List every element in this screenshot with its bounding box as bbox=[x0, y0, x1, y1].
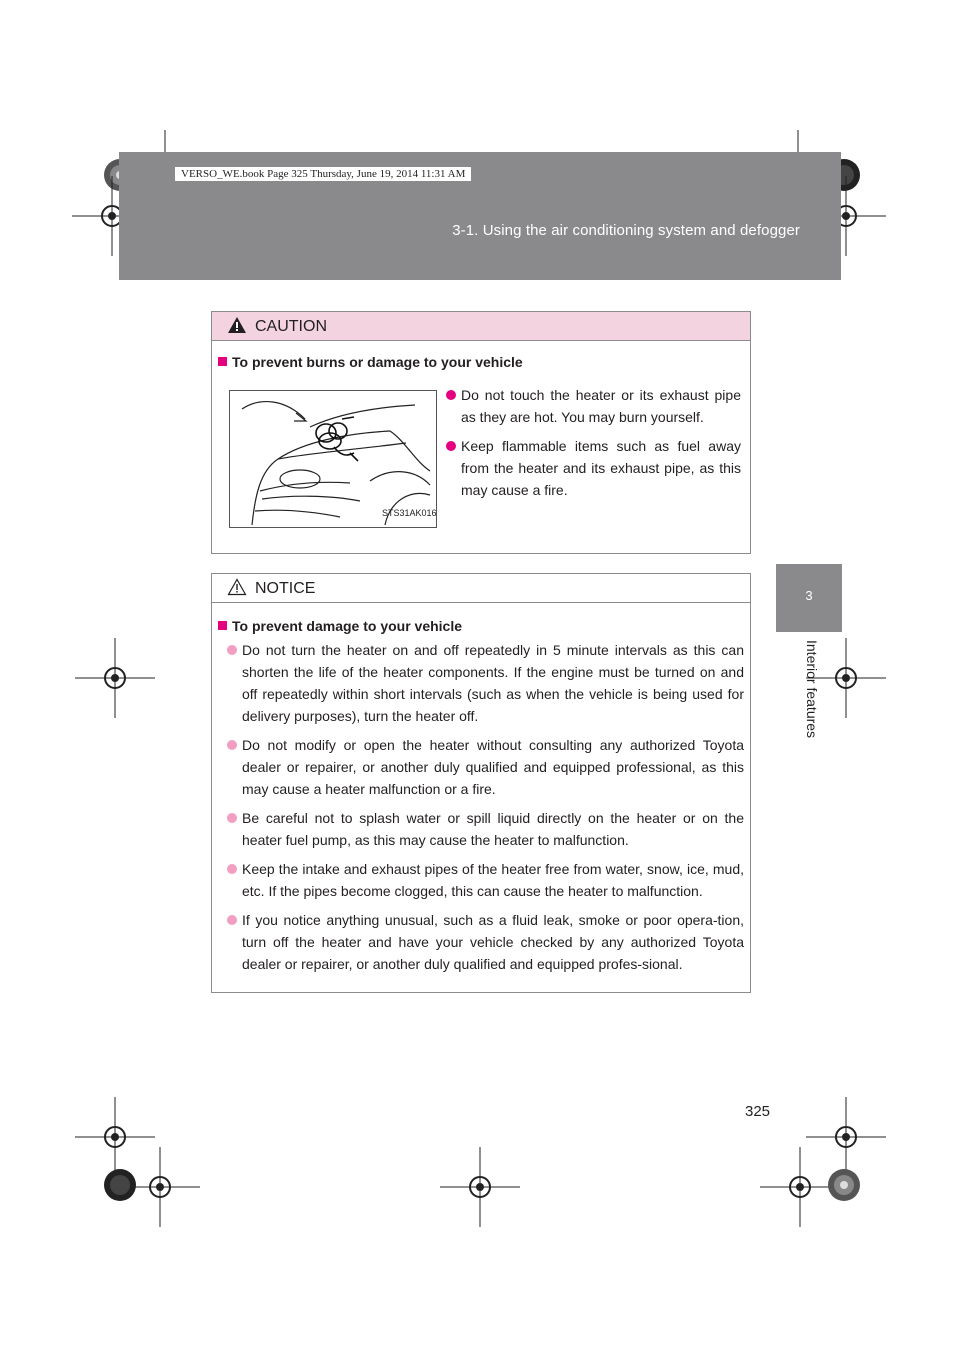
circle-bullet-icon bbox=[227, 740, 237, 750]
caution-label: CAUTION bbox=[255, 318, 327, 335]
heater-illustration bbox=[229, 390, 437, 528]
circle-bullet-icon bbox=[446, 390, 456, 400]
caution-heading-text: To prevent burns or damage to your vehicle bbox=[232, 354, 523, 370]
caution-heading bbox=[218, 354, 523, 370]
caution-header bbox=[212, 312, 750, 341]
notice-header bbox=[212, 574, 750, 603]
caution-box bbox=[211, 311, 751, 554]
square-bullet-icon bbox=[218, 357, 227, 366]
registration-crosshair-bottom-center bbox=[440, 1147, 520, 1227]
notice-item bbox=[224, 909, 744, 975]
warning-icon bbox=[227, 316, 247, 334]
circle-bullet-icon bbox=[227, 915, 237, 925]
circle-bullet-icon bbox=[227, 645, 237, 655]
notice-item-text: Keep the intake and exhaust pipes of the heater free from water, snow, ice, mud, etc. If the pipes become clogged, this can cause the heater to malfunction. bbox=[242, 861, 744, 899]
notice-heading bbox=[218, 618, 462, 634]
notice-box bbox=[211, 573, 751, 993]
notice-heading-text: To prevent damage to your vehicle bbox=[232, 618, 463, 634]
warning-outline-icon bbox=[227, 578, 247, 596]
caution-item bbox=[443, 384, 741, 428]
notice-item-text: Do not turn the heater on and off repeatedly in 5 minute intervals as this can shorten the life of the heater components. If the engine must be turned on and off repeatedly within short intervals (such as when the vehicle is being used for delivery purposes), turn the heater off. bbox=[242, 642, 744, 724]
notice-item bbox=[224, 639, 744, 727]
notice-item bbox=[224, 807, 744, 851]
caution-list bbox=[443, 384, 741, 508]
caution-item-text: Do not touch the heater or its exhaust pipe as they are hot. You may burn yourself. bbox=[461, 387, 741, 425]
notice-list bbox=[224, 639, 744, 982]
notice-label: NOTICE bbox=[255, 580, 316, 597]
circle-bullet-icon bbox=[446, 441, 456, 451]
registration-mark-bottom-right bbox=[824, 1165, 864, 1205]
section-title: 3-1. Using the air conditioning system and defogger bbox=[452, 222, 800, 239]
notice-item bbox=[224, 858, 744, 902]
caution-item bbox=[443, 435, 741, 501]
square-bullet-icon bbox=[218, 621, 227, 630]
image-code: STS31AK016 bbox=[382, 508, 436, 518]
notice-item-text: If you notice anything unusual, such as a fluid leak, smoke or poor opera-tion, turn off the heater and have your vehicle checked by any authorized Toyota dealer or repairer, or another duly qualified and equipped profes-sional. bbox=[242, 912, 744, 972]
car-front-drawing bbox=[230, 391, 436, 527]
registration-crosshair-left-mid bbox=[75, 638, 155, 718]
circle-bullet-icon bbox=[227, 813, 237, 823]
circle-bullet-icon bbox=[227, 864, 237, 874]
page-number: 325 bbox=[745, 1103, 771, 1120]
notice-item-text: Be careful not to splash water or spill liquid directly on the heater or on the heater fuel pump, as this may cause the heater to malfunction. bbox=[242, 810, 744, 848]
chapter-number: 3 bbox=[805, 588, 813, 603]
book-info: VERSO_WE.book Page 325 Thursday, June 19, 2014 11:31 AM bbox=[175, 167, 471, 181]
registration-mark-bottom-left bbox=[100, 1165, 140, 1205]
caution-item-text: Keep flammable items such as fuel away from the heater and its exhaust pipe, as this may cause a fire. bbox=[461, 438, 741, 498]
notice-item-text: Do not modify or open the heater without consulting any authorized Toyota dealer or repairer, or another duly qualified and equipped professional, as this may cause a heater malfunction or a fire. bbox=[242, 737, 744, 797]
chapter-label: Interior features bbox=[804, 640, 820, 739]
notice-item bbox=[224, 734, 744, 800]
